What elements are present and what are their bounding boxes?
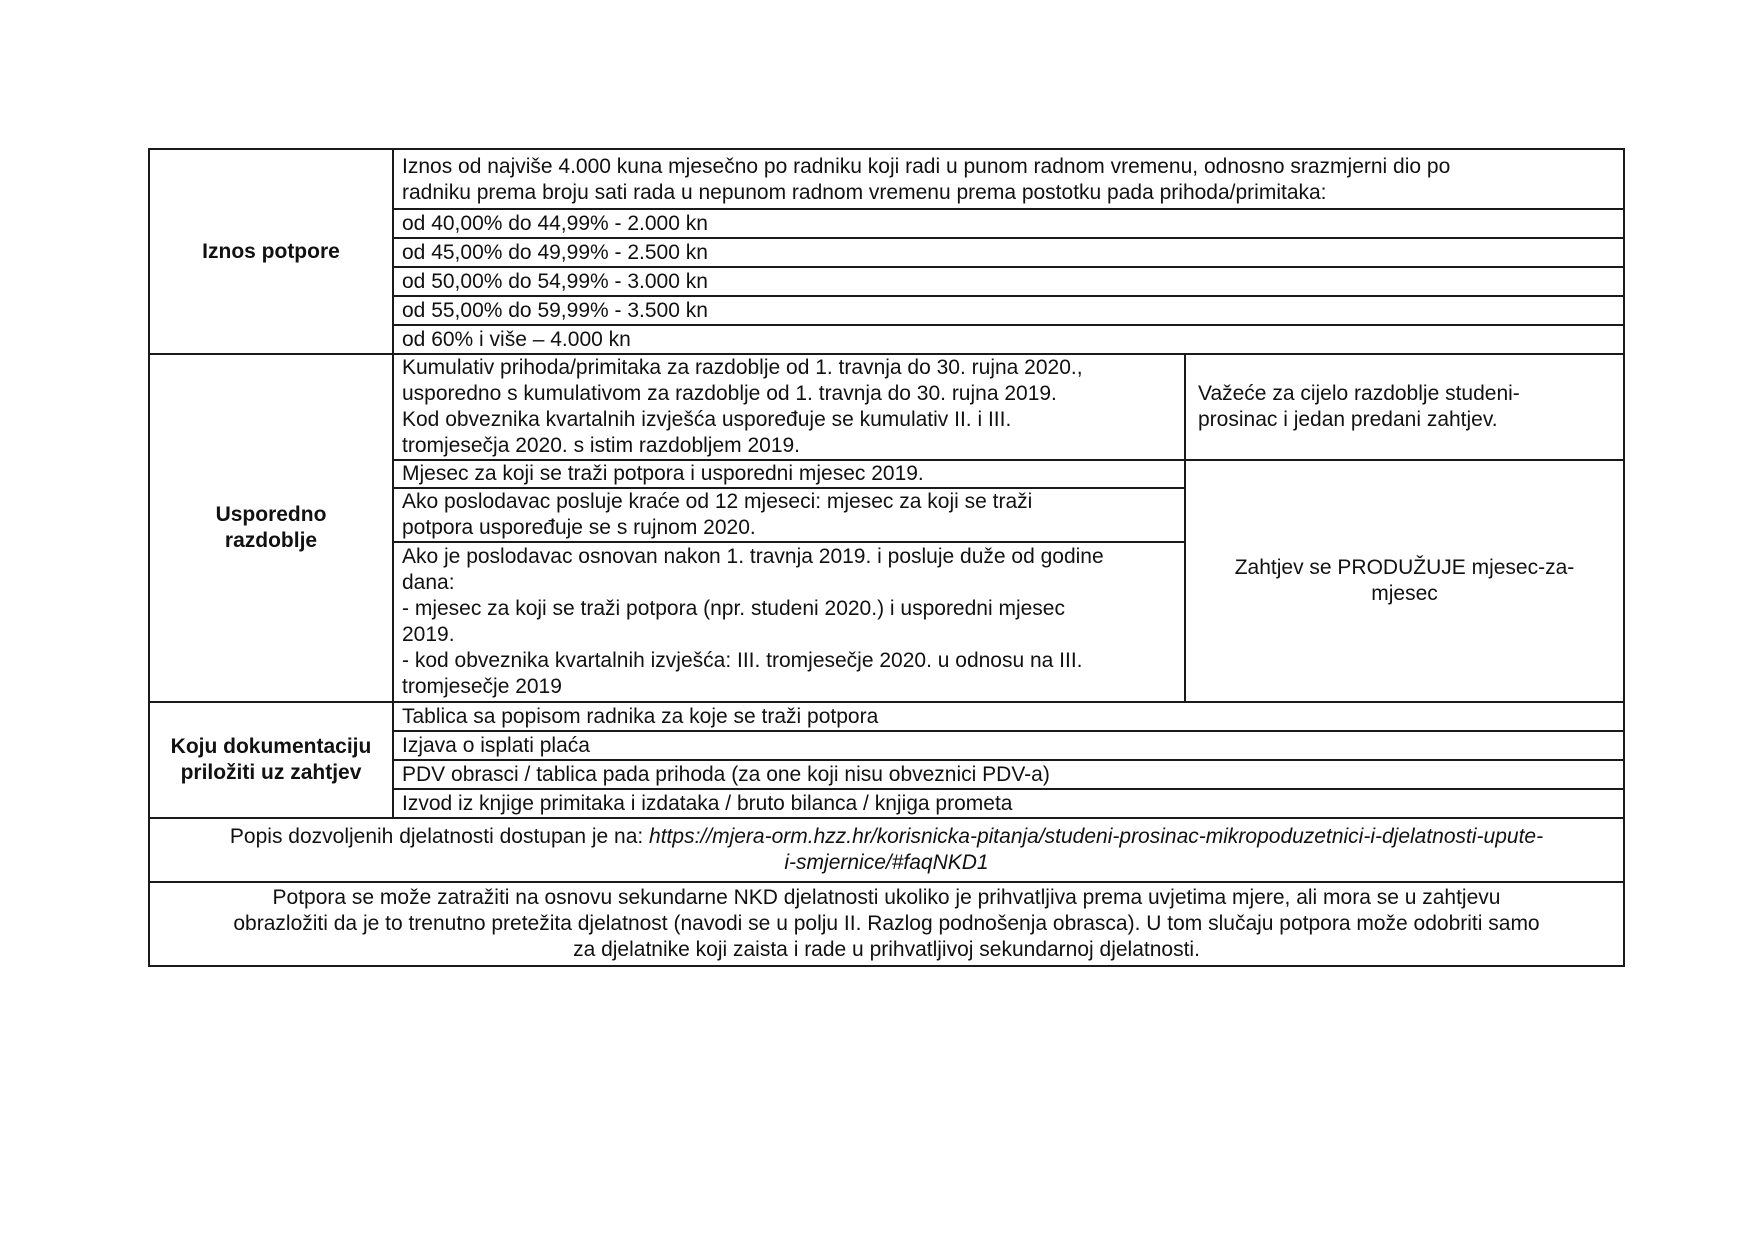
osnovan-line: tromjesečje 2019 [402,675,562,698]
usporedno-label [149,354,393,702]
djelatnosti-link-continued[interactable]: i-smjernice/#faqNKD1 [784,851,989,874]
usporedno-label-line: razdoblje [224,529,318,552]
usporedno-row [149,354,1624,460]
produzuje-cell [1185,460,1624,702]
dokumentacija-row [149,702,1624,731]
osnovan-line: - kod obveznika kvartalnih izvješća: III. tromjesečje 2020. u odnosu na III. [402,649,1083,672]
vazece-cell [1185,354,1624,460]
vazece-line: prosinac i jedan predani zahtjev. [1198,408,1498,431]
dokument-item: PDV obrasci / tablica pada prihoda (za one koji nisu obveznici PDV-a) [393,760,1624,789]
iznos-tier: od 60% i više – 4.000 kn [393,325,1624,354]
kumulativ-line: Kumulativ prihoda/primitaka za razdoblje od 1. travnja do 30. rujna 2020., [402,356,1083,379]
iznos-tier: od 50,00% do 54,99% - 3.000 kn [393,267,1624,296]
napomena-line: za djelatnike koji zaista i rade u prihvatljivoj sekundarnoj djelatnosti. [573,938,1200,961]
kumulativ-cell [393,354,1185,460]
dokument-item: Tablica sa popisom radnika za koje se traži potpora [393,702,1624,731]
krace-cell [393,488,1185,542]
dokument-item: Izjava o isplati plaća [393,731,1624,760]
kumulativ-line: tromjesečja 2020. s istim razdobljem 2019. [402,434,801,457]
measure-table [148,148,1625,967]
osnovan-cell [393,542,1185,702]
napomena-line: obrazložiti da je to trenutno pretežita djelatnost (navodi se u polju II. Razlog podnošenja obrasca). U tom slučaju potpora može odobriti samo [233,912,1540,935]
iznos-row [149,149,1624,209]
osnovan-line: 2019. [402,623,455,646]
produzuje-line: Zahtjev se PRODUŽUJE mjesec-za- [1234,556,1575,579]
usporedno-label-line: Usporedno [215,503,327,526]
osnovan-line: - mjesec za koji se traži potpora (npr. studeni 2020.) i usporedni mjesec [402,597,1065,620]
osnovan-line: Ako je poslodavac osnovan nakon 1. travnja 2019. i posluje duže od godine [402,545,1104,568]
krace-line: potpora uspoređuje se s rujnom 2020. [402,516,756,539]
napomena-cell [149,882,1624,966]
krace-line: Ako poslodavac posluje kraće od 12 mjeseci: mjesec za koji se traži [402,490,1033,513]
vazece-line: Važeće za cijelo razdoblje studeni- [1198,382,1520,405]
osnovan-line: dana: [402,571,455,594]
napomena-line: Potpora se može zatražiti na osnovu sekundarne NKD djelatnosti ukoliko je prihvatljiva prema uvjetima mjere, ali mora se u zahtjevu [272,886,1501,909]
produzuje-line: mjesec [1371,582,1438,605]
dokumentacija-label-line: priložiti uz zahtjev [180,761,362,784]
djelatnosti-link[interactable]: https://mjera-orm.hzz.hr/korisnicka-pitanja/studeni-prosinac-mikropoduzetnici-i-djelatnosti-upute- [649,825,1544,848]
iznos-tier: od 40,00% do 44,99% - 2.000 kn [393,209,1624,238]
dokument-item: Izvod iz knjige primitaka i izdataka / bruto bilanca / knjiga prometa [393,789,1624,818]
popis-cell [149,818,1624,882]
mjesec-cell: Mjesec za koji se traži potpora i usporedni mjesec 2019. [393,460,1185,488]
iznos-tier: od 45,00% do 49,99% - 2.500 kn [393,238,1624,267]
iznos-tier: od 55,00% do 59,99% - 3.500 kn [393,296,1624,325]
kumulativ-line: usporedno s kumulativom za razdoblje od 1. travnja do 30. rujna 2019. [402,382,1057,405]
dokumentacija-label [149,702,393,818]
popis-prefix: Popis dozvoljenih djelatnosti dostupan je na: [229,825,650,848]
iznos-intro-line: Iznos od najviše 4.000 kuna mjesečno po radniku koji radi u punom radnom vremenu, odnosno srazmjerni dio po [402,155,1451,178]
iznos-label: Iznos potpore [149,149,393,354]
iznos-intro [393,149,1624,209]
dokumentacija-label-line: Koju dokumentaciju [170,735,372,758]
kumulativ-line: Kod obveznika kvartalnih izvješća uspoređuje se kumulativ II. i III. [402,408,1012,431]
iznos-intro-line: radniku prema broju sati rada u nepunom radnom vremenu prema postotku pada prihoda/primitaka: [402,181,1327,204]
